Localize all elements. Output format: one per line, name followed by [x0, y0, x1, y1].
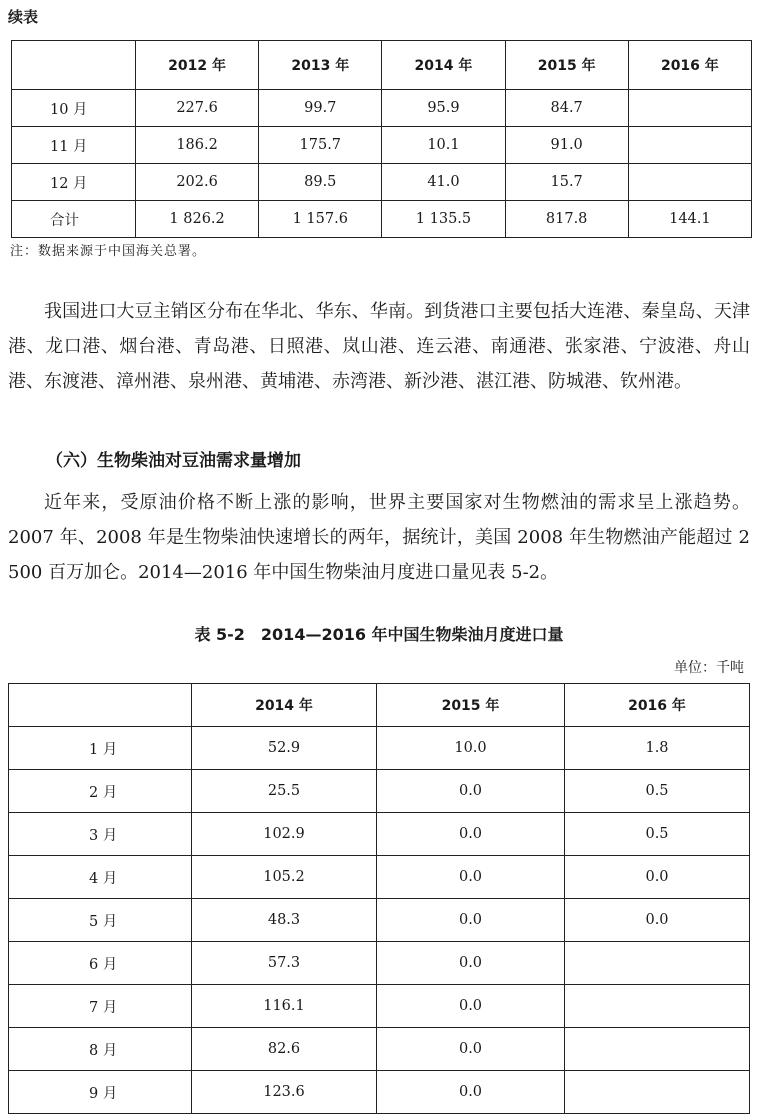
value-cell: 102.9 [192, 813, 377, 856]
row-label-cell: 8 月 [9, 1028, 192, 1071]
row-label-cell: 7 月 [9, 985, 192, 1028]
value-cell: 202.6 [136, 164, 259, 201]
row-label-cell: 12 月 [12, 164, 136, 201]
value-cell [628, 90, 751, 127]
value-cell: 1 826.2 [136, 201, 259, 238]
value-cell: 89.5 [259, 164, 382, 201]
year-header-cell: 2014 年 [382, 41, 505, 90]
value-cell: 52.9 [192, 727, 377, 770]
value-cell: 10.1 [382, 127, 505, 164]
value-cell: 57.3 [192, 942, 377, 985]
table-row [9, 727, 750, 770]
value-cell: 15.7 [505, 164, 628, 201]
value-cell: 1 157.6 [259, 201, 382, 238]
value-cell: 0.0 [377, 942, 565, 985]
value-cell: 0.0 [377, 985, 565, 1028]
row-label-cell: 合计 [12, 201, 136, 238]
value-cell: 95.9 [382, 90, 505, 127]
value-cell: 82.6 [192, 1028, 377, 1071]
header-row [12, 41, 752, 90]
value-cell: 116.1 [192, 985, 377, 1028]
year-header-cell: 2015 年 [505, 41, 628, 90]
value-cell [565, 1071, 750, 1114]
value-cell: 99.7 [259, 90, 382, 127]
table-row [9, 899, 750, 942]
row-label-cell: 9 月 [9, 1071, 192, 1114]
soybean-import-table-continued [11, 40, 752, 238]
value-cell: 0.5 [565, 813, 750, 856]
value-cell: 25.5 [192, 770, 377, 813]
continued-table-label: 续表 [8, 8, 39, 26]
table-row [12, 90, 752, 127]
biodiesel-import-table [8, 683, 750, 1114]
value-cell: 0.5 [565, 770, 750, 813]
row-label-cell: 6 月 [9, 942, 192, 985]
unit-label: 单位：千吨 [674, 660, 744, 676]
row-label-cell: 2 月 [9, 770, 192, 813]
year-header-cell: 2013 年 [259, 41, 382, 90]
table-row [9, 770, 750, 813]
value-cell: 91.0 [505, 127, 628, 164]
value-cell: 123.6 [192, 1071, 377, 1114]
value-cell: 1 135.5 [382, 201, 505, 238]
header-corner-cell [12, 41, 136, 90]
header-corner-cell [9, 684, 192, 727]
value-cell: 10.0 [377, 727, 565, 770]
value-cell [565, 942, 750, 985]
value-cell: 0.0 [377, 770, 565, 813]
table-row [9, 1028, 750, 1071]
value-cell: 0.0 [377, 813, 565, 856]
value-cell: 0.0 [565, 856, 750, 899]
table-row [12, 201, 752, 238]
value-cell: 1.8 [565, 727, 750, 770]
ports-paragraph: 我国进口大豆主销区分布在华北、华东、华南。到货港口主要包括大连港、秦皇岛、天津港、龙口港、烟台港、青岛港、日照港、岚山港、连云港、南通港、张家港、宁波港、舟山港、东渡港、漳州港、泉州港、黄埔港、赤湾港、新沙港、湛江港、防城港、钦州港。 [8, 301, 750, 392]
value-cell [628, 164, 751, 201]
row-label-cell: 11 月 [12, 127, 136, 164]
value-cell [565, 985, 750, 1028]
table-row [9, 856, 750, 899]
table-row [9, 1071, 750, 1114]
year-header-cell: 2012 年 [136, 41, 259, 90]
value-cell: 84.7 [505, 90, 628, 127]
value-cell: 48.3 [192, 899, 377, 942]
value-cell: 0.0 [377, 1028, 565, 1071]
row-label-cell: 4 月 [9, 856, 192, 899]
value-cell: 0.0 [377, 856, 565, 899]
table-row [12, 164, 752, 201]
header-row [9, 684, 750, 727]
row-label-cell: 5 月 [9, 899, 192, 942]
year-header-cell: 2016 年 [628, 41, 751, 90]
section-heading: （六）生物柴油对豆油需求量增加 [46, 451, 301, 471]
table-row [9, 813, 750, 856]
table-note: 注：数据来源于中国海关总署。 [10, 244, 207, 259]
value-cell: 0.0 [377, 899, 565, 942]
year-header-cell: 2014 年 [192, 684, 377, 727]
value-cell: 0.0 [377, 1071, 565, 1114]
table-row [12, 127, 752, 164]
value-cell [565, 1028, 750, 1071]
value-cell: 105.2 [192, 856, 377, 899]
year-header-cell: 2015 年 [377, 684, 565, 727]
value-cell: 175.7 [259, 127, 382, 164]
biodiesel-paragraph: 近年来，受原油价格不断上涨的影响，世界主要国家对生物燃油的需求呈上涨趋势。2007 年、2008 年是生物柴油快速增长的两年，据统计，美国 2008 年生物燃油产能超过 2 500 百万加仑。2014—2016 年中国生物柴油月度进口量见表 5-2。 [8, 492, 750, 583]
table-row [9, 985, 750, 1028]
value-cell [628, 127, 751, 164]
table-title: 表 5-2 2014—2016 年中国生物柴油月度进口量 [194, 625, 564, 644]
table-row [9, 942, 750, 985]
row-label-cell: 10 月 [12, 90, 136, 127]
year-header-cell: 2016 年 [565, 684, 750, 727]
value-cell: 817.8 [505, 201, 628, 238]
value-cell: 227.6 [136, 90, 259, 127]
value-cell: 144.1 [628, 201, 751, 238]
value-cell: 0.0 [565, 899, 750, 942]
value-cell: 41.0 [382, 164, 505, 201]
row-label-cell: 3 月 [9, 813, 192, 856]
value-cell: 186.2 [136, 127, 259, 164]
row-label-cell: 1 月 [9, 727, 192, 770]
